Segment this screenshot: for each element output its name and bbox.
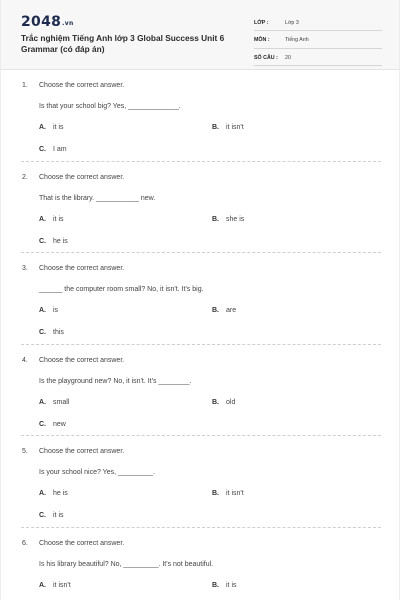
- question-item: [1, 70, 400, 162]
- option-letter: B.: [212, 124, 219, 131]
- option-text: it isn't: [226, 124, 244, 131]
- option-letter: C.: [39, 237, 46, 245]
- question-prompt: Choose the correct answer.: [39, 173, 125, 181]
- option-letter: B.: [212, 307, 219, 314]
- option-text: it is: [53, 512, 64, 519]
- page-header: [1, 0, 399, 70]
- question-number: 5.: [22, 448, 28, 455]
- question-number: 2.: [22, 173, 28, 181]
- question-number: 1.: [22, 82, 28, 89]
- answer-option-a[interactable]: [39, 399, 69, 406]
- logo-text: 2048: [21, 14, 62, 30]
- answer-option-c[interactable]: [39, 146, 67, 153]
- info-label: MÔN :: [254, 37, 270, 43]
- answer-option-c[interactable]: [39, 238, 68, 245]
- option-letter: A.: [39, 490, 46, 497]
- question-item: [1, 253, 400, 345]
- option-text: she is: [226, 215, 245, 223]
- option-text: small: [53, 398, 70, 406]
- answer-option-b[interactable]: [212, 216, 244, 223]
- site-logo[interactable]: [21, 14, 74, 30]
- question-text: Is that your school big? Yes, _____________.: [39, 103, 181, 110]
- option-text: this: [53, 329, 64, 336]
- logo-suffix: .vn: [62, 20, 74, 27]
- answer-option-b[interactable]: [212, 490, 244, 497]
- option-text: are: [226, 307, 237, 314]
- question-text: Is your school nice? Yes, _________.: [39, 469, 155, 476]
- question-item: [1, 345, 400, 437]
- answer-option-c[interactable]: [39, 421, 66, 428]
- question-text: ______ the computer room small? No, it isn't. It's big.: [39, 286, 204, 293]
- answer-option-b[interactable]: [212, 124, 244, 131]
- option-text: it is: [53, 124, 64, 131]
- option-text: I am: [53, 146, 67, 153]
- option-text: he is: [53, 237, 68, 245]
- option-text: he is: [53, 490, 68, 497]
- answer-option-b[interactable]: [212, 307, 236, 314]
- question-prompt: Choose the correct answer.: [39, 265, 125, 272]
- question-prompt: Choose the correct answer.: [39, 356, 125, 364]
- option-letter: A.: [39, 581, 46, 589]
- question-number: 4.: [22, 356, 28, 364]
- info-label: LỚP :: [254, 19, 269, 26]
- info-row-count: [254, 50, 382, 66]
- question-item: [1, 436, 400, 528]
- question-item: [1, 528, 400, 600]
- answer-option-c[interactable]: [39, 512, 64, 519]
- question-text: That is the library. ___________ new.: [39, 194, 156, 202]
- option-letter: A.: [39, 307, 46, 314]
- quiz-info-panel: [254, 15, 382, 68]
- question-list: [1, 70, 400, 600]
- option-text: is: [53, 307, 59, 314]
- answer-option-a[interactable]: [39, 490, 68, 497]
- answer-option-a[interactable]: [39, 582, 71, 589]
- info-row-subject: [254, 33, 382, 49]
- question-prompt: Choose the correct answer.: [39, 82, 125, 89]
- answer-option-a[interactable]: [39, 124, 64, 131]
- question-item: [1, 162, 400, 254]
- answer-option-c[interactable]: [39, 329, 64, 336]
- info-row-class: [254, 15, 382, 31]
- option-letter: B.: [212, 215, 219, 223]
- info-value: Tiếng Anh: [285, 37, 309, 43]
- question-text: Is the playground new? No, it isn't. It's ________.: [39, 377, 192, 385]
- answer-option-a[interactable]: [39, 307, 58, 314]
- option-letter: B.: [212, 398, 219, 406]
- option-letter: C.: [39, 329, 46, 336]
- option-text: old: [226, 398, 236, 406]
- option-letter: C.: [39, 420, 46, 428]
- question-text: Is his library beautiful? No, _________. It's not beautiful.: [39, 560, 214, 568]
- option-text: it is: [53, 215, 64, 223]
- question-prompt: Choose the correct answer.: [39, 539, 125, 547]
- option-letter: B.: [212, 581, 219, 589]
- answer-option-a[interactable]: [39, 216, 64, 223]
- page-title: Trắc nghiệm Tiếng Anh lớp 3 Global Success Unit 6 Grammar (có đáp án): [21, 33, 225, 54]
- option-letter: A.: [39, 124, 46, 131]
- info-label: SỐ CÂU :: [254, 54, 278, 61]
- question-number: 3.: [22, 265, 28, 272]
- option-text: it isn't: [53, 581, 71, 589]
- option-letter: B.: [212, 490, 219, 497]
- option-text: new: [53, 420, 66, 428]
- option-letter: A.: [39, 215, 46, 223]
- option-letter: C.: [39, 146, 46, 153]
- option-letter: A.: [39, 398, 46, 406]
- answer-option-b[interactable]: [212, 582, 237, 589]
- option-text: it is: [226, 581, 237, 589]
- question-prompt: Choose the correct answer.: [39, 448, 125, 455]
- question-number: 6.: [22, 539, 28, 547]
- option-text: it isn't: [226, 490, 244, 497]
- option-letter: C.: [39, 512, 46, 519]
- info-value: Lớp 3: [285, 19, 299, 26]
- answer-option-b[interactable]: [212, 399, 235, 406]
- info-value: 20: [285, 54, 291, 61]
